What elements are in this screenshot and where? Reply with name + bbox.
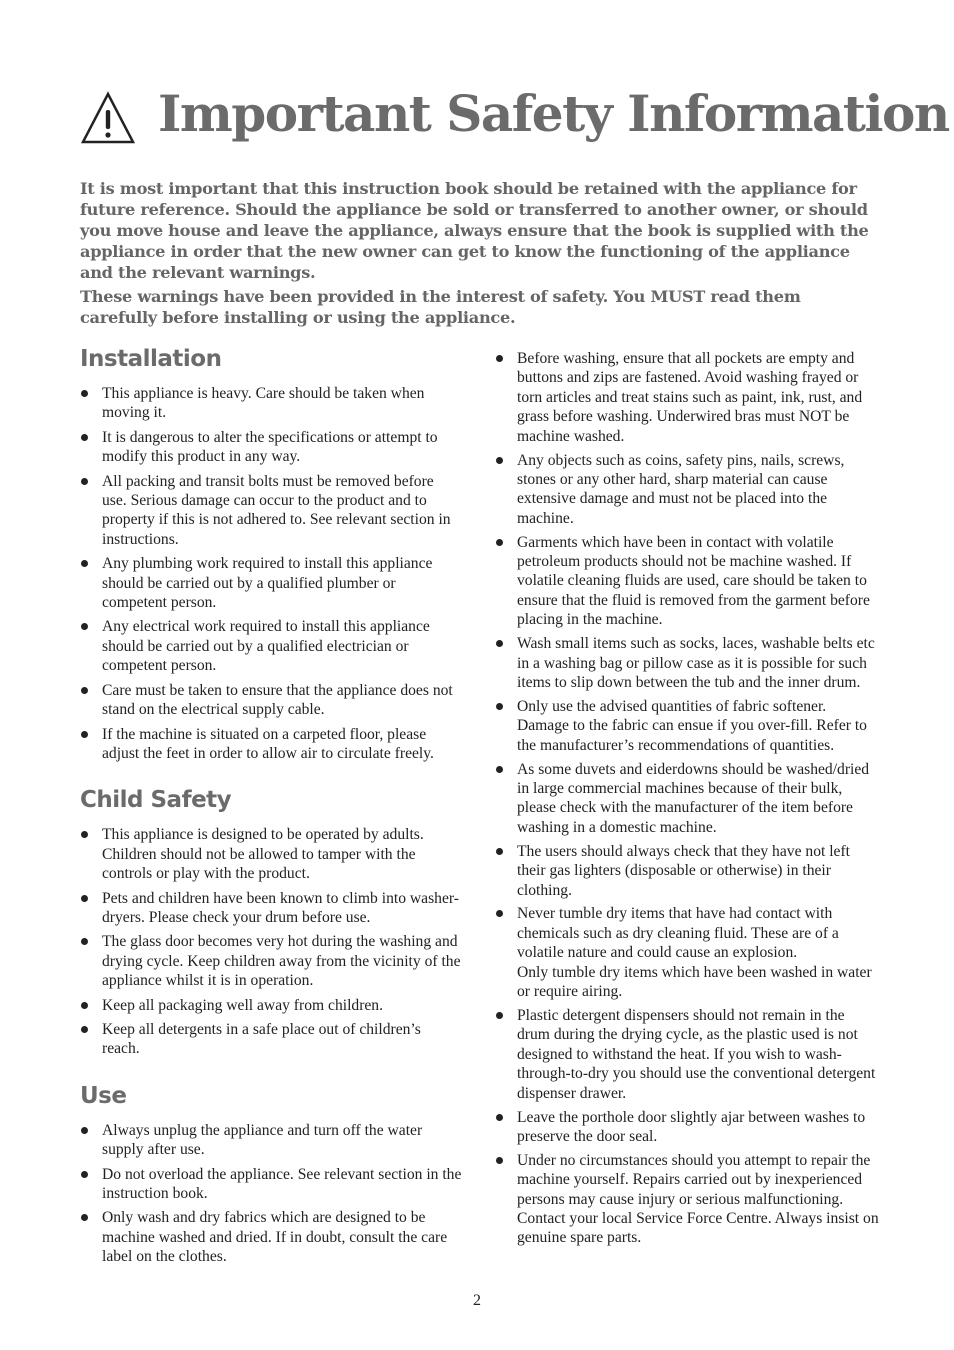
bullet-icon [496, 766, 503, 773]
list-item: Keep all packaging well away from children. [80, 996, 462, 1015]
bullet-icon [81, 1026, 88, 1033]
right-column [495, 349, 879, 1252]
list-item: Only wash and dry fabrics which are designed to be machine washed and dried. If in doubt, consult the care label on the clothes. [80, 1208, 462, 1266]
left-column [80, 344, 462, 1272]
warning-triangle-icon [80, 90, 136, 146]
list-item: All packing and transit bolts must be removed before use. Serious damage can occur to the product and to property if this is not adhered to. See relevant section in instructions. [80, 472, 462, 550]
bullet-icon [81, 623, 88, 630]
list-item: Keep all detergents in a safe place out of children’s reach. [80, 1020, 462, 1059]
page-title: Important Safety Information [158, 84, 949, 143]
intro-paragraph-1: It is most important that this instruction book should be retained with the appliance for future reference. Should the appliance be sold or transferred to another owner, or should you move house and leave the appliance, always ensure that the book is supplied with the appliance in order that the new owner can get to know the functioning of the appliance and the relevant warnings. [80, 179, 869, 282]
bullet-icon [81, 560, 88, 567]
list-item: Any electrical work required to install this appliance should be carried out by a qualified electrician or competent person. [80, 617, 462, 675]
bullet-icon [81, 938, 88, 945]
list-item: The glass door becomes very hot during the washing and drying cycle. Keep children away from the vicinity of the appliance whilst it is in operation. [80, 932, 462, 990]
bullet-icon [81, 1002, 88, 1009]
installation-list [80, 384, 462, 763]
page-number: 2 [473, 1292, 481, 1309]
list-item: As some duvets and eiderdowns should be washed/dried in large commercial machines because of their bulk, please check with the manufacturer of the item before washing in a domestic machine. [495, 760, 879, 838]
bullet-icon [496, 640, 503, 647]
list-item: This appliance is heavy. Care should be taken when moving it. [80, 384, 462, 423]
use-list [80, 1121, 462, 1267]
use-heading: Use [80, 1082, 127, 1109]
list-item: Any objects such as coins, safety pins, nails, screws, stones or any other hard, sharp material can cause extensive damage and must not be placed into the machine. [495, 451, 879, 529]
installation-heading: Installation [80, 346, 222, 372]
bullet-icon [81, 390, 88, 397]
bullet-icon [81, 687, 88, 694]
bullet-icon [496, 1114, 503, 1121]
list-item: Wash small items such as socks, laces, washable belts etc in a washing bag or pillow case as it is possible for such items to slip down between the tub and the inner drum. [495, 634, 879, 692]
bullet-icon [81, 831, 88, 838]
list-item: Leave the porthole door slightly ajar between washes to preserve the door seal. [495, 1108, 879, 1147]
bullet-icon [496, 457, 503, 464]
tumble-dry-note: Only tumble dry items which have been washed in water or require airing. [517, 963, 872, 1001]
bullet-icon [496, 703, 503, 710]
bullet-icon [496, 848, 503, 855]
list-item: Plastic detergent dispensers should not remain in the drum during the drying cycle, as the plastic used is not designed to withstand the heat. If you wish to wash-through-to-dry you should use the conventional detergent dispenser drawer. [495, 1006, 879, 1103]
intro-paragraph-2: These warnings have been provided in the interest of safety. You MUST read them carefully before installing or using the appliance. [80, 287, 801, 327]
child-safety-list [80, 825, 462, 1058]
list-item: Care must be taken to ensure that the appliance does not stand on the electrical supply cable. [80, 681, 462, 720]
use-continued-list [495, 349, 879, 1248]
bullet-icon [496, 910, 503, 917]
child-safety-heading: Child Safety [80, 787, 232, 814]
list-item: Pets and children have been known to climb into washer-dryers. Please check your drum before use. [80, 889, 462, 928]
list-item: If the machine is situated on a carpeted floor, please adjust the feet in order to allow air to circulate freely. [80, 725, 462, 764]
list-item: Only use the advised quantities of fabric softener. Damage to the fabric can ensue if you over-fill. Refer to the manufacturer’s recommendations of quantities. [495, 697, 879, 755]
bullet-icon [81, 731, 88, 738]
bullet-icon [81, 1127, 88, 1134]
list-item: This appliance is designed to be operated by adults. Children should not be allowed to tamper with the controls or play with the product. [80, 825, 462, 883]
list-item: Never tumble dry items that have had contact with chemicals such as dry cleaning fluid. These are of a volatile nature and could cause an explosion. Only tumble dry items which have been washed in water or require airing. [495, 904, 879, 1001]
title-row [80, 82, 949, 146]
list-item: Under no circumstances should you attempt to repair the machine yourself. Repairs carried out by inexperienced persons may cause injury or serious malfunctioning. Contact your local Service Force Centre. Always insist on genuine spare parts. [495, 1151, 879, 1248]
list-item: Always unplug the appliance and turn off the water supply after use. [80, 1121, 462, 1160]
bullet-icon [496, 1012, 503, 1019]
list-item: The users should always check that they have not left their gas lighters (disposable or otherwise) in their clothing. [495, 842, 879, 900]
list-item: It is dangerous to alter the specifications or attempt to modify this product in any way. [80, 428, 462, 467]
bullet-icon [496, 539, 503, 546]
list-item: Do not overload the appliance. See relevant section in the instruction book. [80, 1165, 462, 1204]
bullet-icon [81, 895, 88, 902]
list-item: Before washing, ensure that all pockets are empty and buttons and zips are fastened. Avoid washing frayed or torn articles and treat stains such as paint, ink, rust, and grass before washing. Underwired bras must NOT be machine washed. [495, 349, 879, 446]
intro-text [80, 178, 880, 331]
bullet-icon [81, 478, 88, 485]
bullet-icon [81, 1214, 88, 1221]
bullet-icon [496, 1157, 503, 1164]
list-item: Any plumbing work required to install this appliance should be carried out by a qualified plumber or competent person. [80, 554, 462, 612]
list-item: Garments which have been in contact with volatile petroleum products should not be machine washed. If volatile cleaning fluids are used, care should be taken to ensure that the fluid is removed from the garment before placing in the machine. [495, 533, 879, 630]
bullet-icon [81, 434, 88, 441]
bullet-icon [81, 1171, 88, 1178]
bullet-icon [496, 355, 503, 362]
